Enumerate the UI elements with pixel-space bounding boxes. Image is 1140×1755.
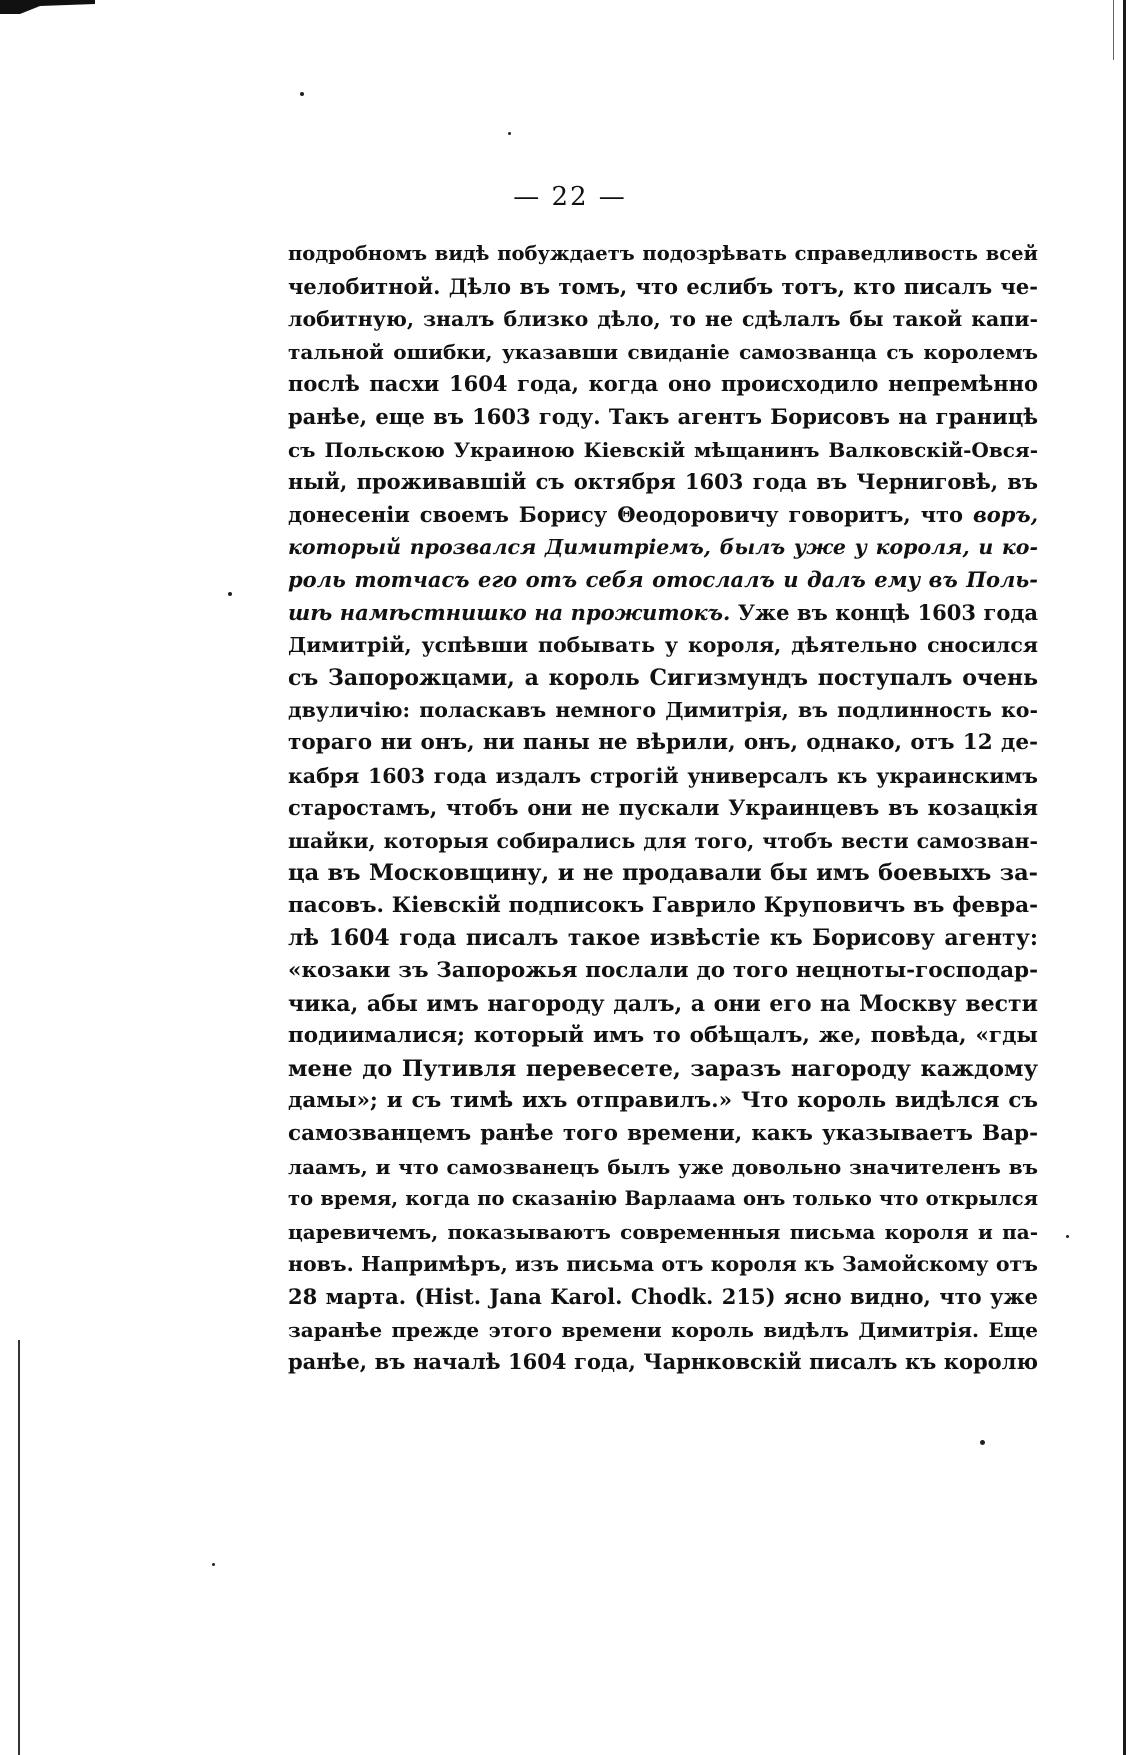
italic-segment: воръ, (972, 501, 1038, 527)
scan-speck (1066, 1235, 1069, 1238)
scan-speck (300, 92, 304, 96)
scan-speck (212, 1563, 215, 1566)
body-text (288, 238, 1038, 1379)
text-line-italic: роль тотчасъ его отъ себя отослалъ и далъ ему въ Поль- (288, 566, 1038, 592)
text-line: ранѣе, въ началѣ 1604 года, Чарнковскій писалъ къ королю (288, 1349, 1038, 1375)
text-line: съ Запорожцами, а король Сигизмундъ поступалъ очень (288, 664, 1038, 691)
scan-corner-mark (0, 0, 100, 14)
text-line: старостамъ, чтобъ они не пускали Украинцевъ въ козацкія (288, 795, 1038, 821)
text-line: ный, проживавшій съ октября 1603 года въ Черниговѣ, въ (288, 469, 1038, 495)
text-line: ца въ Московщину, и не продавали бы имъ боевыхъ за- (288, 860, 1038, 887)
text-line: съ Польскою Украиною Кіевскій мѣщанинъ Валковскій-Овся- (288, 437, 1038, 462)
text-line: двуличію: поласкавъ немного Димитрія, въ подлинность ко- (288, 698, 1038, 723)
text-line: то время, когда по сказанію Варлаама онъ только что открылся (288, 1187, 1038, 1211)
text-line: лѣ 1604 года писалъ такое извѣстіе къ Борисову агенту: (288, 925, 1038, 952)
text-line: тораго ни онъ, ни паны не вѣрили, онъ, однако, отъ 12 де- (288, 729, 1038, 755)
text-line: чика, абы имъ нагороду далъ, а они его на Москву вести (288, 990, 1038, 1017)
text-line: новъ. Напримѣръ, изъ письма отъ короля къ Замойскому отъ (288, 1252, 1038, 1277)
text-line: послѣ пасхи 1604 года, когда оно происходило непремѣнно (288, 371, 1038, 397)
text-line (288, 499, 1038, 532)
text-line: тальной ошибки, указавши свиданіе самозванца съ королемъ (288, 339, 1038, 364)
text-line: кабря 1603 года издалъ строгій универсалъ къ украинскимъ (288, 763, 1038, 788)
text-line: ранѣе, еще въ 1603 году. Такъ агентъ Борисовъ на границѣ (288, 403, 1038, 429)
text-line: Димитрій, успѣвши побывать у короля, дѣятельно сносился (288, 633, 1038, 658)
text-line: подиималися; который имъ то обѣщалъ, же, повѣда, «гды (288, 1023, 1038, 1049)
page-edge-right (1123, 0, 1126, 1755)
scan-speck (980, 1440, 985, 1445)
text-line: царевичемъ, показываютъ современныя письма короля и па- (288, 1219, 1038, 1244)
text-line: дамы»; и съ тимѣ ихъ отправилъ.» Что король видѣлся съ (288, 1088, 1038, 1114)
text-line: мене до Путивля перевесете, заразъ нагороду каждому (288, 1055, 1038, 1082)
text-line: шайки, которыя собирались для того, чтобъ вести самозван- (288, 828, 1038, 853)
text-line: лобитную, зналъ близко дѣло, то не сдѣлалъ бы такой капи- (288, 307, 1038, 332)
text-line: челобитной. Дѣло въ томъ, что еслибъ тотъ, кто писалъ че- (288, 273, 1038, 299)
text-line-italic: который прозвался Димитріемъ, былъ уже у короля, и ко- (288, 535, 1038, 560)
text-segment: Уже въ концѣ 1603 года (737, 599, 1038, 625)
page-edge-right-inner (1113, 0, 1114, 60)
page-edge-left (18, 1340, 20, 1755)
page-number: — 22 — (513, 182, 627, 212)
text-line (288, 597, 1038, 630)
italic-segment: шѣ намѣстнишко на прожитокъ. (288, 599, 731, 625)
text-line: заранѣе прежде этого времени король видѣлъ Димитрія. Еще (288, 1317, 1038, 1342)
text-line: 28 марта. (Hist. Jana Karol. Chodk. 215) ясно видно, что уже (288, 1284, 1038, 1309)
text-line: самозванцемъ ранѣе того времени, какъ указываетъ Вар- (288, 1121, 1038, 1147)
scan-speck (228, 592, 232, 596)
text-line: лаамъ, и что самозванецъ былъ уже довольно значителенъ въ (288, 1154, 1038, 1179)
text-segment: донесеніи своемъ Борису Θеодоровичу говоритъ, что (288, 501, 963, 527)
text-line: «козаки зъ Запорожья послали до того нецноты-господар- (288, 958, 1038, 984)
text-line: пасовъ. Кіевскій подписокъ Гаврило Круповичъ въ февра- (288, 892, 1038, 918)
scan-speck (508, 132, 511, 135)
text-line: подробномъ видѣ побуждаетъ подозрѣвать справедливость всей (288, 242, 1038, 265)
